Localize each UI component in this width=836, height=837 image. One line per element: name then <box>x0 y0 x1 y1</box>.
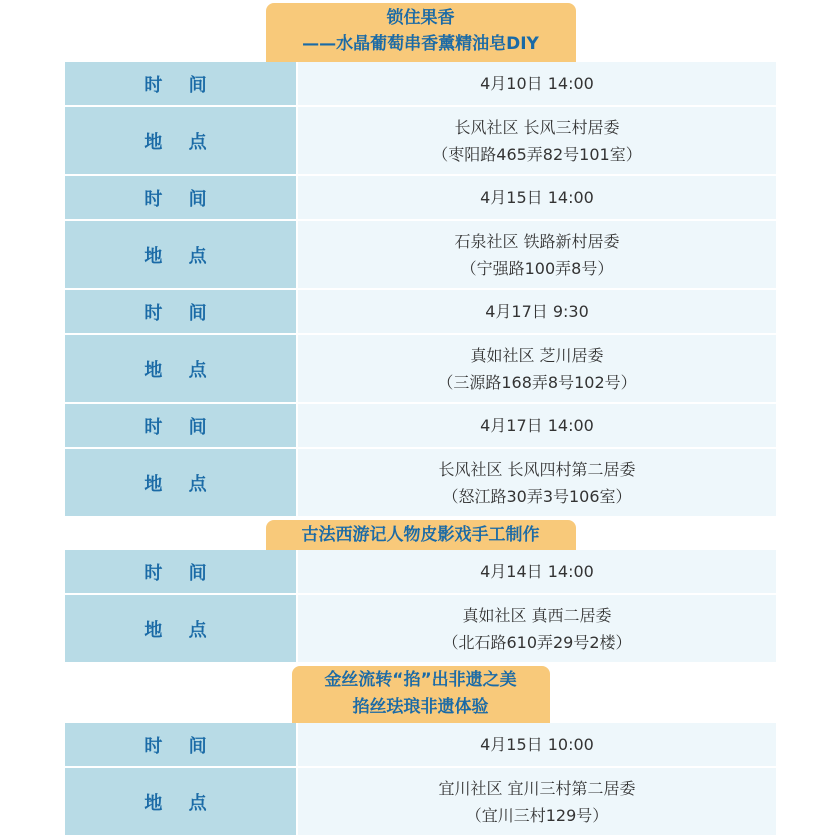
place-value <box>298 768 776 835</box>
place-label: 地 点 <box>65 335 298 402</box>
place-value <box>298 107 776 174</box>
place-row <box>65 768 776 837</box>
place-name: 宜川社区 宜川三村第二居委 <box>438 778 636 798</box>
time-value <box>298 290 776 333</box>
place-address: （怒江路30弄3号106室） <box>442 486 632 506</box>
place-label: 地 点 <box>65 107 298 174</box>
place-row <box>65 335 776 404</box>
section-2-header <box>65 518 776 550</box>
place-label: 地 点 <box>65 221 298 288</box>
place-address: （枣阳路465弄82号101室） <box>432 144 642 164</box>
time-text: 4月14日 14:00 <box>480 562 594 581</box>
section-title-line: ——水晶葡萄串香薰精油皂DIY <box>302 34 539 54</box>
place-name: 真如社区 芝川居委 <box>470 345 604 365</box>
section-title-banner <box>266 520 576 550</box>
place-row <box>65 221 776 290</box>
place-name: 石泉社区 铁路新村居委 <box>454 231 620 251</box>
place-address: （宁强路100弄8号） <box>460 258 614 278</box>
place-name: 真如社区 真西二居委 <box>462 605 612 625</box>
time-row <box>65 723 776 768</box>
place-row <box>65 595 776 664</box>
place-value <box>298 595 776 662</box>
section-title-banner <box>266 3 576 62</box>
place-value <box>298 449 776 516</box>
time-value <box>298 723 776 766</box>
time-text: 4月15日 14:00 <box>480 188 594 207</box>
time-label: 时 间 <box>65 723 298 766</box>
time-text: 4月10日 14:00 <box>480 74 594 93</box>
place-label: 地 点 <box>65 449 298 516</box>
time-row <box>65 176 776 221</box>
time-text: 4月15日 10:00 <box>480 735 594 754</box>
time-value <box>298 404 776 447</box>
time-value <box>298 62 776 105</box>
time-row <box>65 404 776 449</box>
section-1-header <box>65 0 776 62</box>
place-label: 地 点 <box>65 768 298 835</box>
place-address: （北石路610弄29号2楼） <box>442 632 632 652</box>
section-title-line: 金丝流转“掐”出非遗之美 <box>324 670 517 690</box>
time-label: 时 间 <box>65 404 298 447</box>
time-row <box>65 62 776 107</box>
time-value <box>298 176 776 219</box>
section-title-line: 锁住果香 <box>386 8 455 28</box>
place-label: 地 点 <box>65 595 298 662</box>
time-value <box>298 550 776 593</box>
place-name: 长风社区 长风三村居委 <box>454 117 620 137</box>
time-text: 4月17日 14:00 <box>480 416 594 435</box>
section-title-line: 掐丝珐琅非遗体验 <box>352 697 489 717</box>
place-value <box>298 221 776 288</box>
time-label: 时 间 <box>65 290 298 333</box>
section-3-header <box>65 664 776 723</box>
section-title-line: 古法西游记人物皮影戏手工制作 <box>301 525 540 545</box>
time-label: 时 间 <box>65 62 298 105</box>
place-row <box>65 449 776 518</box>
place-address: （三源路168弄8号102号） <box>437 372 637 392</box>
place-value <box>298 335 776 402</box>
time-text: 4月17日 9:30 <box>485 302 589 321</box>
time-row <box>65 550 776 595</box>
time-label: 时 间 <box>65 550 298 593</box>
section-title-banner <box>292 666 550 723</box>
place-address: （宜川三村129号） <box>465 805 609 825</box>
time-row <box>65 290 776 335</box>
place-row <box>65 107 776 176</box>
event-schedule <box>65 0 776 837</box>
place-name: 长风社区 长风四村第二居委 <box>438 459 636 479</box>
time-label: 时 间 <box>65 176 298 219</box>
